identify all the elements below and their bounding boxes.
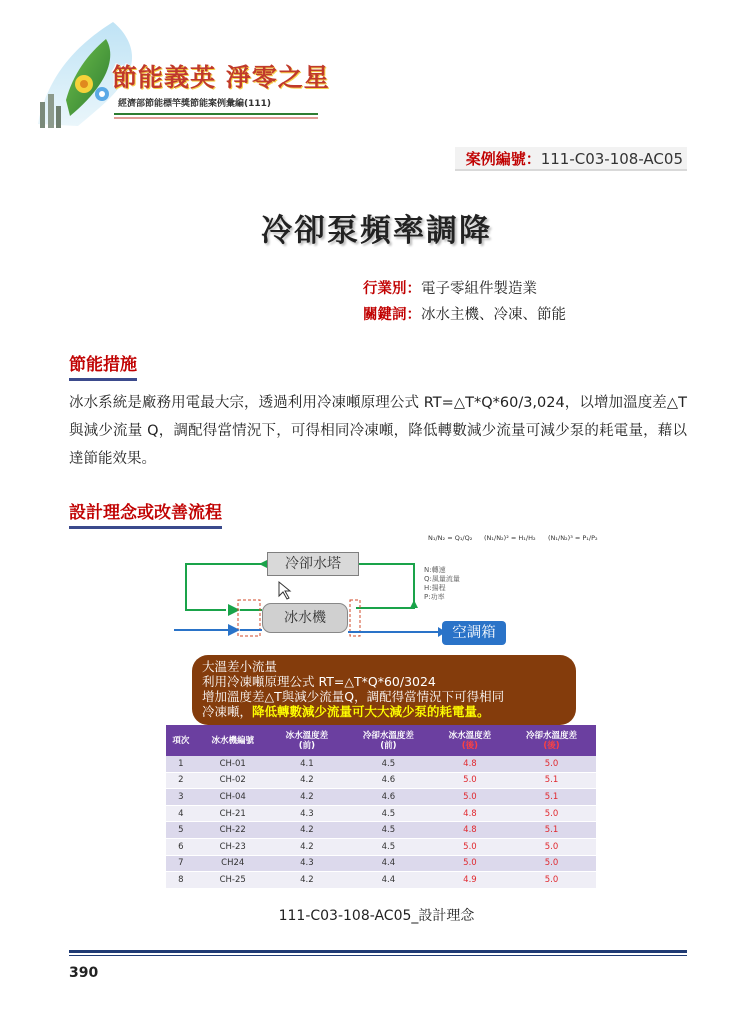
table-row [166,838,596,855]
table-cell: CH-02 [196,772,270,789]
cooling-supply-pipe [356,564,414,608]
cooling-return-pipe [186,564,267,610]
table-cell: 4 [166,805,196,822]
formula-legend: N:轉速 Q:風量流量 H:揚程 P:功率 [424,566,460,601]
table-cell: 5.0 [433,772,507,789]
table-row [166,872,596,889]
table-body [166,756,596,888]
table-cell: 4.6 [344,789,433,806]
note-callout [192,655,576,725]
note-highlight: 降低轉數減少流量可大大減少泵的耗電量。 [252,704,490,719]
table-header-cell: 冷卻水溫度差 (前) [344,725,433,756]
note-line-2: 增加溫度差△T與減少流量Q，調配得當情況下可得相同 [202,689,505,704]
formula-flow: N₁/N₂ = Q₁/Q₂ [428,534,473,542]
case-number [455,147,687,171]
keywords-line [363,303,566,324]
logo-title: 節能義英 淨零之星 [112,63,330,92]
table-cell: 5.0 [433,838,507,855]
section-heading-measures: 節能措施 [69,350,137,381]
table-header-cell: 冰水溫度差 (前) [270,725,344,756]
logo-subtitle: 經濟部節能標竿獎節能案例彙編(111) [118,99,272,109]
system-diagram [166,526,616,656]
table-row [166,805,596,822]
industry-label: 行業別： [363,281,421,297]
table-cell: CH24 [196,855,270,872]
formula-head: (N₁/N₂)² = H₁/H₂ [484,534,536,542]
table-cell: CH-22 [196,822,270,839]
table-cell: 4.5 [344,756,433,772]
table-row [166,789,596,806]
table-cell: 4.8 [433,756,507,772]
table-cell: 4.8 [433,805,507,822]
cooling-tower-box: 冷卻水塔 [267,552,359,576]
section-heading-design: 設計理念或改善流程 [69,498,222,529]
table-cell: 4.2 [270,872,344,889]
table-cell: 5.1 [507,789,596,806]
keywords-value: 冰水主機、冷凍、節能 [421,307,566,323]
footer-divider [69,950,687,953]
footer-divider-thin [69,955,687,956]
industry-value: 電子零組件製造業 [421,281,537,297]
table-cell: 3 [166,789,196,806]
table-cell: 4.2 [270,772,344,789]
table-cell: 2 [166,772,196,789]
table-cell: CH-01 [196,756,270,772]
page-number: 390 [69,965,99,981]
note-line-1: 利用冷凍噸原理公式 RT=△T*Q*60/3024 [202,674,436,689]
table-row [166,772,596,789]
table-cell: 5.1 [507,772,596,789]
note-title: 大溫差小流量 [202,659,278,674]
case-number-label: 案例編號： [465,150,541,168]
table-cell: 5.1 [507,822,596,839]
table-row [166,756,596,772]
table-cell: 4.8 [433,822,507,839]
figure-caption: 111-C03-108-AC05_設計理念 [278,908,475,924]
table-cell: 5.0 [507,838,596,855]
table-cell: 4.4 [344,872,433,889]
table-header-row [166,725,596,756]
formula-power: (N₁/N₂)³ = P₁/P₂ [548,534,598,542]
table-cell: 5.0 [507,756,596,772]
table-row [166,855,596,872]
table-cell: 5.0 [507,855,596,872]
table-header-cell: 冷卻水溫度差 (後) [507,725,596,756]
section-body-measures: 冰水系統是廠務用電最大宗，透過利用冷凍噸原理公式 RT=△T*Q*60/3,024，以增加溫度差△T 與減少流量 Q，調配得當情況下，可得相同冷凍噸，降低轉數減少流量可減少泵的耗電量，藉以達節能效果。 [69,395,687,467]
table-cell: 5.0 [507,872,596,889]
table-cell: 4.2 [270,822,344,839]
cursor-icon [279,582,290,599]
table-cell: CH-04 [196,789,270,806]
table-cell: 4.4 [344,855,433,872]
table-cell: 5.0 [433,789,507,806]
table-cell: 4.5 [344,805,433,822]
page-title: 冷卻泵頻率調降 [261,213,492,249]
industry-line [363,277,537,298]
temperature-table [166,725,596,889]
table-header-cell: 項次 [166,725,196,756]
table-cell: 4.3 [270,855,344,872]
table-cell: 1 [166,756,196,772]
table-cell: 6 [166,838,196,855]
note-line-3a: 冷凍噸， [202,704,253,719]
table-cell: CH-23 [196,838,270,855]
chiller-box: 冰水機 [262,603,348,633]
table-cell: 4.2 [270,789,344,806]
table-cell: CH-21 [196,805,270,822]
table-cell: 4.5 [344,838,433,855]
table-cell: 8 [166,872,196,889]
table-cell: 4.2 [270,838,344,855]
table-header-cell: 冰水溫度差 (後) [433,725,507,756]
table-cell: 5.0 [507,805,596,822]
table-cell: 4.5 [344,822,433,839]
table-header-cell: 冰水機編號 [196,725,270,756]
ahu-box: 空調箱 [442,621,506,645]
table-cell: CH-25 [196,872,270,889]
table-cell: 4.9 [433,872,507,889]
table-cell: 5 [166,822,196,839]
table-cell: 5.0 [433,855,507,872]
case-number-value: 111-C03-108-AC05 [540,150,683,168]
table-cell: 7 [166,855,196,872]
table-cell: 4.6 [344,772,433,789]
table-cell: 4.1 [270,756,344,772]
table-row [166,822,596,839]
keywords-label: 關鍵詞： [363,307,421,323]
table-cell: 4.3 [270,805,344,822]
